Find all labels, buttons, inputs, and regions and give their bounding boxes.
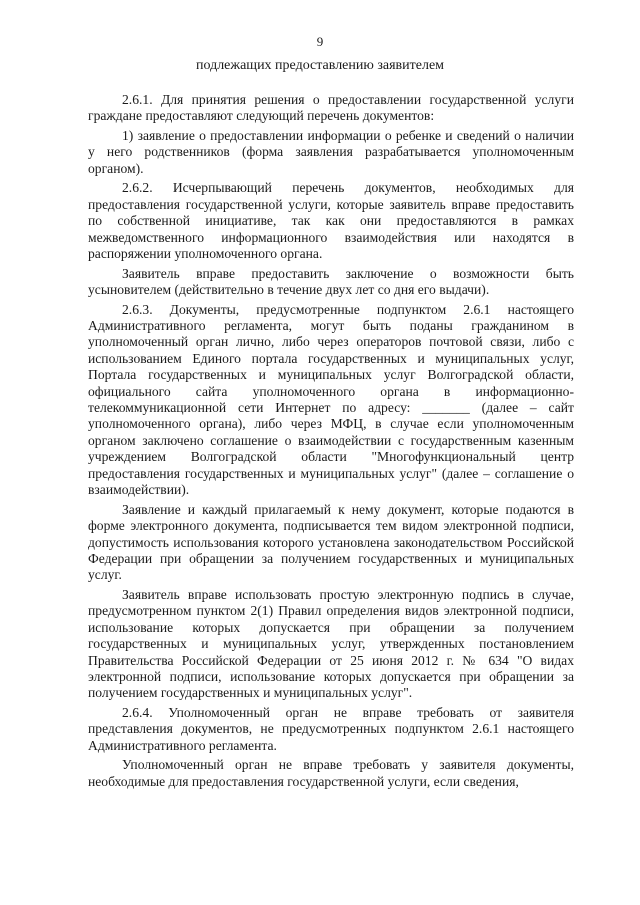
paragraph-simple-signature: Заявитель вправе использовать простую электронную подпись в случае, предусмотренном пунктом 2(1) Правил определения видов электронной подписи, использование которых допускается при обращении за получением государственных и муниципальных услуг, утвержденных постановлением Правительства Российской Федерации от 25 июня 2012 г. № 634 "О видах электронной подписи, использование которых допускается при обращении за получением государственных и муниципальных услуг". (88, 586, 574, 701)
page-number: 9 (316, 34, 324, 49)
paragraph-2-6-1: 2.6.1. Для принятия решения о предоставлении государственной услуги граждане предоставляют следующий перечень документов: (88, 92, 574, 124)
document-body (88, 92, 574, 793)
paragraph-2-6-2: 2.6.2. Исчерпывающий перечень документов, необходимых для предоставления государственной услуги, которые заявитель вправе предоставить по собственной инициативе, так как они предоставляются в рамках межведомственного информационного взаимодействия или находятся в распоряжении уполномоченного органа. (88, 180, 574, 262)
paragraph-2-6-3: 2.6.3. Документы, предусмотренные подпунктом 2.6.1 настоящего Административного регламента, могут быть поданы гражданином в уполномоченный орган лично, либо через операторов почтовой связи, либо с использованием Единого портала государственных и муниципальных услуг, Портала государственных и муниципальных услуг Волгоградской области, официального сайта уполномоченного органа в информационно-телекоммуникационной сети Интернет по адресу: _______ (далее – сайт уполномоченного органа), либо через МФЦ, в случае если уполномоченным органом заключено соглашение о взаимодействии с государственным казенным учреждением Волгоградской области "Многофункциональный центр предоставления государственных и муниципальных услуг" (далее – соглашение о взаимодействии). (88, 301, 574, 498)
paragraph-2-6-4: 2.6.4. Уполномоченный орган не вправе требовать от заявителя представления документов, не предусмотренных подпунктом 2.6.1 настоящего Административного регламента. (88, 704, 574, 753)
paragraph-list-item-1: 1) заявление о предоставлении информации о ребенке и сведений о наличии у него родственников (форма заявления разрабатывается уполномоченным органом). (88, 128, 574, 176)
paragraph-adopter-conclusion: Заявитель вправе предоставить заключение о возможности быть усыновителем (действительно в течение двух лет со дня его выдачи). (88, 265, 574, 298)
section-heading-continuation: подлежащих предоставлению заявителем (195, 58, 445, 73)
paragraph-no-require-documents: Уполномоченный орган не вправе требовать у заявителя документы, необходимые для предоставления государственной услуги, если сведения, (88, 757, 574, 789)
paragraph-electronic-document: Заявление и каждый прилагаемый к нему документ, которые подаются в форме электронного документа, подписывается тем видом электронной подписи, допустимость использования которого установлена законодательством Российской Федерации при обращении за получением государственных и муниципальных услуг. (88, 501, 574, 583)
